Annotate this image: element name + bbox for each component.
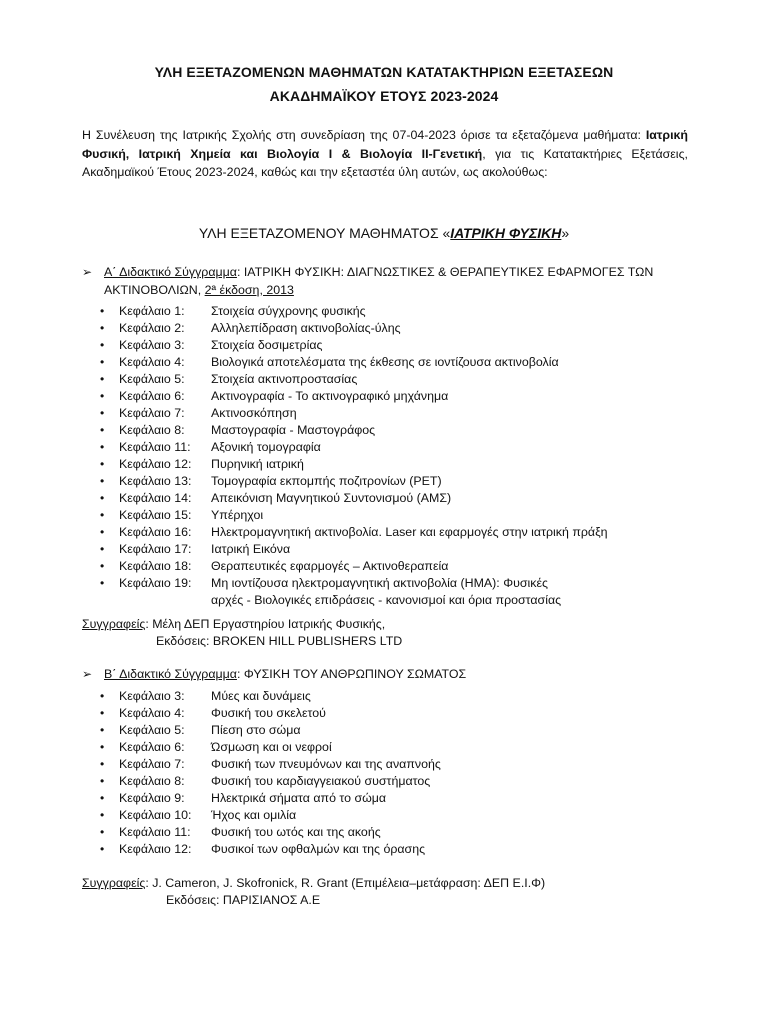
chapter-title: Φυσικοί των οφθαλμών και της όρασης	[211, 841, 426, 856]
textbook-a-colon: :	[236, 265, 244, 279]
bullet-icon: •	[100, 807, 105, 822]
document-title-line-2: ΑΚΑΔΗΜΑΪΚΟΥ ΕΤΟΥΣ 2023-2024	[269, 88, 499, 104]
bullet-icon: •	[100, 338, 105, 352]
bullet-icon: •	[100, 722, 105, 737]
chapter-title: Βιολογικά αποτελέσματα της έκθεσης σε ιοντίζουσα ακτινοβολία	[211, 355, 559, 369]
chapter-title: Μύες και δυνάμεις	[211, 688, 311, 703]
chapter-number: Κεφάλαιο 14:	[119, 491, 192, 505]
chapter-number: Κεφάλαιο 13:	[119, 474, 192, 488]
chapter-item	[82, 337, 692, 354]
bullet-icon: •	[100, 841, 105, 856]
chapter-item	[82, 541, 692, 558]
bullet-icon: •	[100, 688, 105, 703]
bullet-icon: •	[100, 559, 105, 573]
textbook-b-colon: :	[236, 667, 244, 681]
bullet-icon: •	[100, 508, 105, 522]
textbook-a-authors	[82, 616, 692, 650]
bullet-icon: •	[100, 304, 105, 318]
chapter-title: Στοιχεία ακτινοπροστασίας	[211, 372, 358, 386]
bullet-icon: •	[100, 773, 105, 788]
chapter-number: Κεφάλαιο 16:	[119, 525, 192, 539]
chapter-item	[82, 790, 692, 807]
textbook-b-heading	[82, 666, 692, 684]
chapter-item	[82, 756, 692, 773]
intro-paragraph	[82, 126, 688, 182]
bullet-icon: •	[100, 372, 105, 386]
chapter-title: Πίεση στο σώμα	[211, 722, 301, 737]
chapter-number: Κεφάλαιο 3:	[119, 338, 185, 352]
chapter-number: Κεφάλαιο 19:	[119, 576, 192, 590]
intro-text-1: Η Συνέλευση της Ιατρικής Σχολής στη συνεδρίαση της 07-04-2023 όρισε τα εξεταζόμενα μαθήματα:	[82, 128, 646, 142]
chapter-title: Στοιχεία δοσιμετρίας	[211, 338, 323, 352]
arrow-bullet-icon: ➢	[82, 265, 93, 279]
publisher-text: Εκδόσεις: BROKEN HILL PUBLISHERS LTD	[156, 634, 403, 648]
chapter-number: Κεφάλαιο 8:	[119, 773, 185, 788]
chapter-item	[82, 371, 692, 388]
chapter-number: Κεφάλαιο 2:	[119, 321, 185, 335]
bullet-icon: •	[100, 321, 105, 335]
chapter-number: Κεφάλαιο 11:	[119, 440, 191, 454]
chapter-number: Κεφάλαιο 12:	[119, 841, 192, 856]
chapter-number: Κεφάλαιο 12:	[119, 457, 192, 471]
chapter-number: Κεφάλαιο 4:	[119, 355, 185, 369]
textbook-b	[82, 666, 692, 858]
chapter-title: Ήχος και ομιλία	[211, 807, 297, 822]
chapter-title-continued: αρχές - Βιολογικές επιδράσεις - κανονισμοί και όρια προστασίας	[211, 593, 562, 607]
chapter-title: Απεικόνιση Μαγνητικού Συντονισμού (ΑΜΣ)	[211, 491, 452, 505]
chapter-title: Πυρηνική ιατρική	[211, 457, 304, 471]
chapter-number: Κεφάλαιο 1:	[119, 304, 185, 318]
textbook-a-heading	[82, 264, 692, 299]
bullet-icon: •	[100, 440, 105, 454]
chapter-item	[82, 705, 692, 722]
bullet-icon: •	[100, 756, 105, 771]
chapter-title: Ώσμωση και οι νεφροί	[211, 739, 332, 754]
chapter-item	[82, 739, 692, 756]
authors-label: Συγγραφείς	[82, 617, 146, 631]
chapter-item	[82, 490, 692, 507]
bullet-icon: •	[100, 355, 105, 369]
chapter-title: Μη ιοντίζουσα ηλεκτρομαγνητική ακτινοβολία (ΗΜΑ): Φυσικές	[211, 576, 548, 590]
chapter-number: Κεφάλαιο 5:	[119, 722, 185, 737]
chapter-number: Κεφάλαιο 6:	[119, 739, 185, 754]
subject-heading	[0, 225, 768, 241]
bullet-icon: •	[100, 705, 105, 720]
chapter-item	[82, 524, 692, 541]
bullet-icon: •	[100, 491, 105, 505]
chapter-item	[82, 473, 692, 490]
chapter-title: Ακτινοσκόπηση	[211, 406, 297, 420]
bullet-icon: •	[100, 790, 105, 805]
chapter-number: Κεφάλαιο 9:	[119, 790, 185, 805]
chapter-item	[82, 456, 692, 473]
chapter-item	[82, 405, 692, 422]
subject-name: ΙΑΤΡΙΚΗ ΦΥΣΙΚΗ	[450, 225, 562, 241]
bullet-icon: •	[100, 474, 105, 488]
bullet-icon: •	[100, 525, 105, 539]
chapter-title: Φυσική του σκελετού	[211, 705, 326, 720]
chapter-item	[82, 354, 692, 371]
chapter-title: Ιατρική Εικόνα	[211, 542, 291, 556]
bullet-icon: •	[100, 542, 105, 556]
chapter-title: Αλληλεπίδραση ακτινοβολίας-ύλης	[211, 321, 401, 335]
chapter-item	[82, 507, 692, 524]
document-title-line-1: ΥΛΗ ΕΞΕΤΑΖΟΜΕΝΩΝ ΜΑΘΗΜΑΤΩΝ ΚΑΤΑΤΑΚΤΗΡΙΩΝ ΕΞΕΤΑΣΕΩΝ	[154, 64, 614, 80]
chapter-number: Κεφάλαιο 3:	[119, 688, 185, 703]
bullet-icon: •	[100, 406, 105, 420]
textbook-b-label: Β΄ Διδακτικό Σύγγραμμα	[104, 667, 237, 681]
chapter-item	[82, 320, 692, 337]
chapter-title: Μαστογραφία - Μαστογράφος	[211, 423, 376, 437]
authors-text: : J. Cameron, J. Skofronick, R. Grant (Επιμέλεια–μετάφραση: ΔΕΠ Ε.Ι.Φ)	[145, 876, 546, 890]
textbook-a	[82, 264, 692, 609]
bullet-icon: •	[100, 739, 105, 754]
textbook-b-chapter-list	[82, 688, 692, 858]
chapter-title: Αξονική τομογραφία	[211, 440, 321, 454]
chapter-title: Θεραπευτικές εφαρμογές – Ακτινοθεραπεία	[211, 559, 449, 573]
chapter-item	[82, 439, 692, 456]
chapter-title: Φυσική του ωτός και της ακοής	[211, 824, 381, 839]
bullet-icon: •	[100, 824, 105, 839]
chapter-title: Ηλεκτρομαγνητική ακτινοβολία. Laser και εφαρμογές στην ιατρική πράξη	[211, 525, 608, 539]
chapter-number: Κεφάλαιο 10:	[119, 807, 192, 822]
chapter-item	[82, 558, 692, 575]
bullet-icon: •	[100, 389, 105, 403]
chapter-number: Κεφάλαιο 5:	[119, 372, 185, 386]
chapter-title: Στοιχεία σύγχρονης φυσικής	[211, 304, 366, 318]
chapter-title: Τομογραφία εκπομπής ποζιτρονίων (PET)	[211, 474, 442, 488]
publisher-text: Εκδόσεις: ΠΑΡΙΣΙΑΝΟΣ Α.Ε	[166, 893, 321, 907]
chapter-number: Κεφάλαιο 7:	[119, 406, 185, 420]
bullet-icon: •	[100, 457, 105, 471]
arrow-bullet-icon: ➢	[82, 667, 93, 681]
chapter-title: Φυσική του καρδιαγγειακού συστήματος	[211, 773, 431, 788]
chapter-title: Ηλεκτρικά σήματα από το σώμα	[211, 790, 387, 805]
textbook-b-authors	[82, 875, 692, 909]
bullet-icon: •	[100, 576, 105, 590]
subject-prefix: ΥΛΗ ΕΞΕΤΑΖΟΜΕΝΟΥ ΜΑΘΗΜΑΤΟΣ «	[198, 225, 451, 241]
chapter-item	[82, 841, 692, 858]
subject-suffix: »	[561, 225, 570, 241]
chapter-item	[82, 773, 692, 790]
chapter-item	[82, 388, 692, 405]
chapter-number: Κεφάλαιο 7:	[119, 756, 185, 771]
chapter-number: Κεφάλαιο 11:	[119, 824, 191, 839]
chapter-item	[82, 575, 692, 609]
chapter-number: Κεφάλαιο 6:	[119, 389, 185, 403]
chapter-number: Κεφάλαιο 8:	[119, 423, 185, 437]
chapter-item	[82, 722, 692, 739]
chapter-number: Κεφάλαιο 4:	[119, 705, 185, 720]
chapter-number: Κεφάλαιο 15:	[119, 508, 192, 522]
chapter-item	[82, 807, 692, 824]
chapter-title: Υπέρηχοι	[211, 508, 264, 522]
chapter-title: Φυσική των πνευμόνων και της αναπνοής	[211, 756, 441, 771]
textbook-a-edition: 2ª έκδοση, 2013	[204, 282, 294, 297]
chapter-item	[82, 688, 692, 705]
intro-subjects: Ιατρική Φυσική, Ιατρική Χημεία και Βιολογία Ι & Βιολογία ΙΙ-Γενετική	[82, 128, 688, 161]
chapter-number: Κεφάλαιο 17:	[119, 542, 192, 556]
chapter-item	[82, 824, 692, 841]
authors-text: : Μέλη ΔΕΠ Εργαστηρίου Ιατρικής Φυσικής,	[145, 617, 386, 631]
chapter-item	[82, 422, 692, 439]
textbook-a-chapter-list	[82, 303, 692, 609]
textbook-b-title: ΦΥΣΙΚΗ ΤΟΥ ΑΝΘΡΩΠΙΝΟΥ ΣΩΜΑΤΟΣ	[243, 667, 467, 681]
textbook-a-label: Α΄ Διδακτικό Σύγγραμμα	[104, 265, 237, 279]
chapter-number: Κεφάλαιο 18:	[119, 559, 192, 573]
authors-label: Συγγραφείς	[82, 876, 146, 890]
chapter-title: Ακτινογραφία - Το ακτινογραφικό μηχάνημα	[211, 389, 449, 403]
intro-text-2: , για τις Κατατακτήριες Εξετάσεις, Ακαδημαϊκού Έτους 2023-2024, καθώς και την εξεταστέα ύλη αυτών, ως ακολούθως:	[82, 146, 688, 179]
chapter-item	[82, 303, 692, 320]
textbook-a-title: ΙΑΤΡΙΚΗ ΦΥΣΙΚΗ: ΔΙΑΓΝΩΣΤΙΚΕΣ & ΘΕΡΑΠΕΥΤΙΚΕΣ ΕΦΑΡΜΟΓΕΣ ΤΩΝ ΑΚΤΙΝΟΒΟΛΙΩΝ,	[104, 265, 654, 297]
bullet-icon: •	[100, 423, 105, 437]
